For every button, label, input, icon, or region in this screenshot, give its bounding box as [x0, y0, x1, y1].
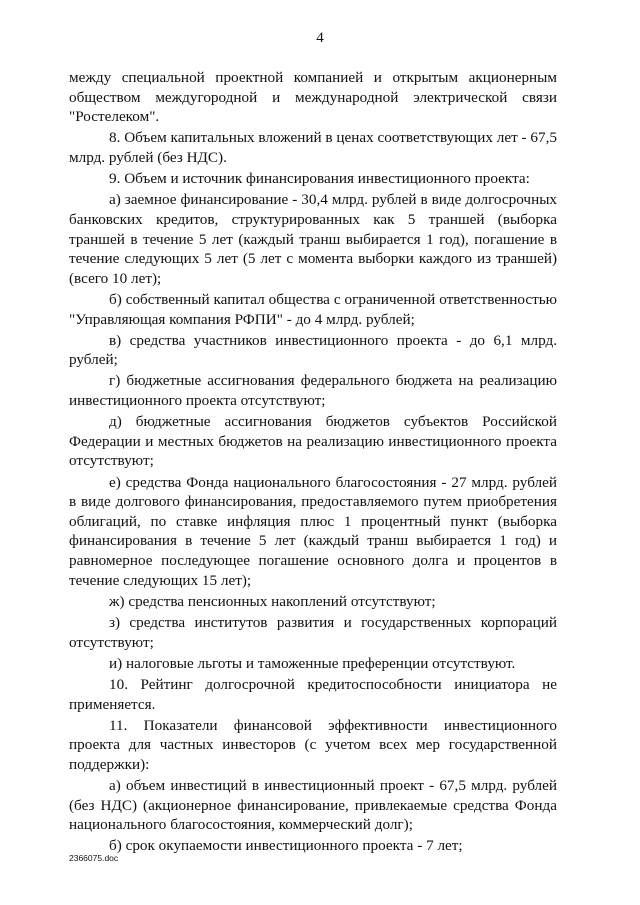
- paragraph-continuation: между специальной проектной компанией и открытым акционерным обществом междугородной и международной электрической связи "Ростелеком".: [69, 69, 557, 126]
- page-number: 4: [316, 30, 324, 46]
- paragraph-9a: а) заемное финансирование - 30,4 млрд. рублей в виде долгосрочных банковских кредитов, структурированных как 5 траншей (выборка траншей в течение 5 лет (каждый транш выбирается 1 год), погашение в течение следующих 5 лет (5 лет с момента выборки каждого из траншей) (всего 10 лет);: [69, 191, 557, 287]
- paragraph-item-9: 9. Объем и источник финансирования инвестиционного проекта:: [109, 170, 530, 188]
- paragraph-9b: б) собственный капитал общества с ограниченной ответственностью "Управляющая компания РФПИ" - до 4 млрд. рублей;: [69, 290, 557, 328]
- paragraph-item-10: 10. Рейтинг долгосрочной кредитоспособности инициатора не применяется.: [69, 675, 557, 713]
- paragraph-9g: г) бюджетные ассигнования федерального бюджета на реализацию инвестиционного проекта отсутствуют;: [69, 372, 557, 410]
- paragraph-item-8: 8. Объем капитальных вложений в ценах соответствующих лет - 67,5 млрд. рублей (без НДС).: [69, 129, 557, 166]
- paragraph-9z: з) средства институтов развития и государственных корпораций отсутствуют;: [69, 613, 557, 651]
- paragraph-11a: а) объем инвестиций в инвестиционный проект - 67,5 млрд. рублей (без НДС) (акционерное финансирование, привлекаемые средства Фонда национального благосостояния, коммерческий долг);: [69, 777, 557, 834]
- paragraph-9e: е) средства Фонда национального благосостояния - 27 млрд. рублей в виде долгового финансирования, предоставляемого путем приобретения облигаций, по ставке инфляция плюс 1 процентный пункт (выборка финансирования в течение 5 лет (каждый транш выбирается 1 год) и равномерное последующее погашение основного долга и процентов в течение следующих 15 лет);: [69, 473, 557, 589]
- paragraph-11b: б) срок окупаемости инвестиционного проекта - 7 лет;: [109, 837, 463, 855]
- paragraph-item-11: 11. Показатели финансовой эффективности инвестиционного проекта для частных инвесторов (с учетом всех мер государственной поддержки):: [69, 716, 557, 773]
- paragraph-9i: и) налоговые льготы и таможенные преференции отсутствуют.: [109, 654, 516, 672]
- paragraph-9d: д) бюджетные ассигнования бюджетов субъектов Российской Федерации и местных бюджетов на реализацию инвестиционного проекта отсутствуют;: [69, 413, 557, 470]
- document-body: [69, 68, 557, 858]
- footer-document-code: 2366075.doc: [69, 853, 119, 863]
- paragraph-9zh: ж) средства пенсионных накоплений отсутствуют;: [109, 592, 436, 610]
- paragraph-9v: в) средства участников инвестиционного проекта - до 6,1 млрд. рублей;: [69, 331, 557, 369]
